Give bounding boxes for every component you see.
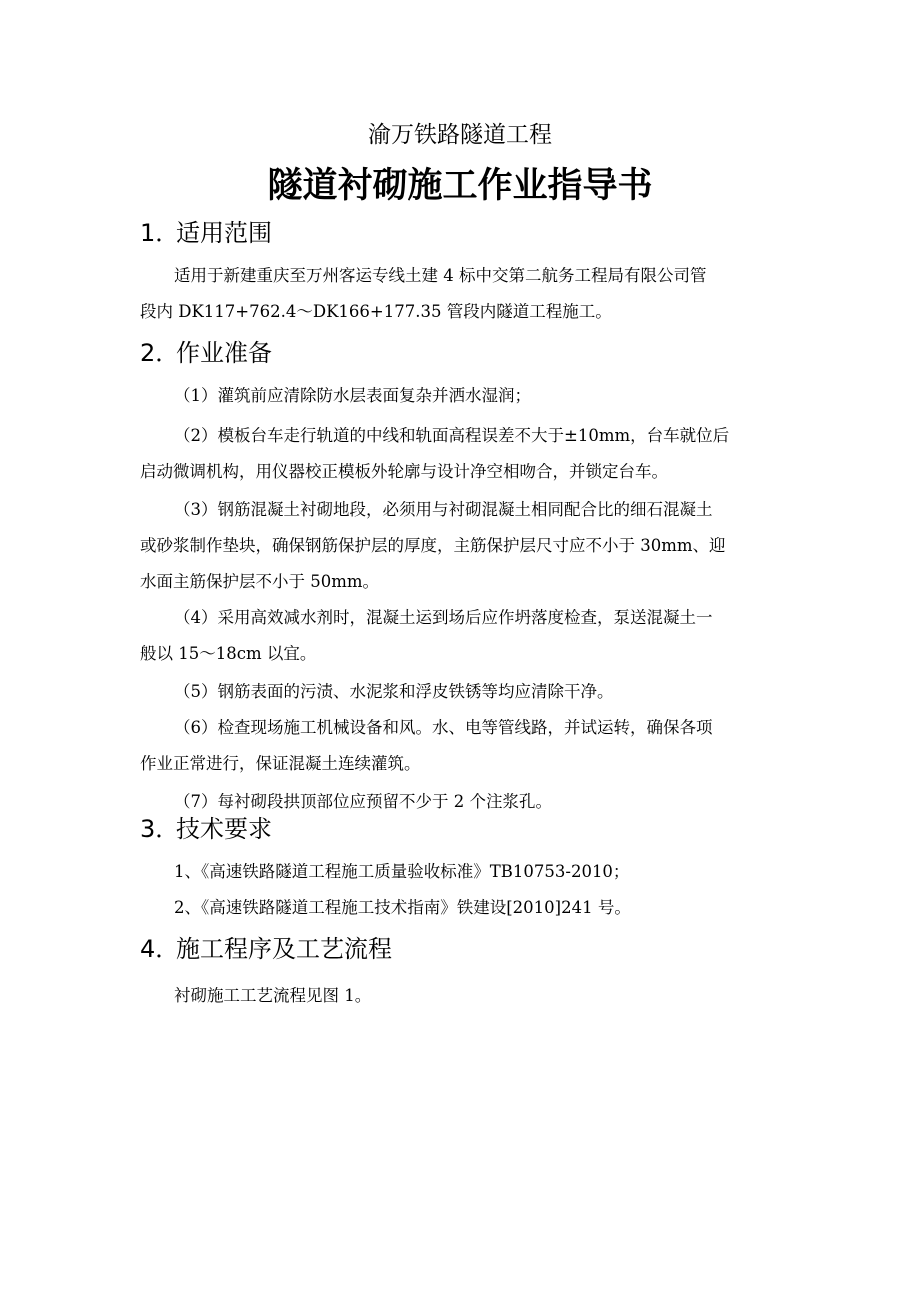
prep-item-5-line: （5）钢筋表面的污渍、水泥浆和浮皮铁锈等均应清除干净。 [174, 682, 614, 701]
prep-item-4-line: 般以 15～18cm 以宜。 [140, 644, 317, 663]
prep-item-2-line: （2）模板台车走行轨道的中线和轨面高程误差不大于±10mm，台车就位后 [174, 426, 730, 445]
prep-item-3-line: （3）钢筋混凝土衬砌地段，必须用与衬砌混凝土相同配合比的细石混凝土 [174, 500, 713, 519]
section-number: 1． [140, 219, 180, 247]
section-number: 4． [140, 935, 180, 963]
prep-item-6-line: 作业正常进行，保证混凝土连续灌筑。 [140, 754, 421, 773]
document-subtitle: 渝万铁路隧道工程 [368, 122, 552, 148]
section-title: 技术要求 [176, 815, 272, 843]
prep-item-7-line: （7）每衬砌段拱顶部位应预留不少于 2 个注浆孔。 [174, 792, 552, 811]
prep-item-4-line: （4）采用高效减水剂时，混凝土运到场后应作坍落度检查，泵送混凝土一 [174, 608, 713, 627]
section-1-line: 适用于新建重庆至万州客运专线土建 4 标中交第二航务工程局有限公司管 [174, 266, 707, 285]
prep-item-1-line: （1）灌筑前应清除防水层表面复杂并洒水湿润； [174, 386, 531, 405]
section-3-heading [140, 812, 272, 846]
prep-item-2-line: 启动微调机构，用仪器校正模板外轮廓与设计净空相吻合，并锁定台车。 [140, 462, 668, 481]
section-title: 作业准备 [176, 339, 272, 367]
section-title: 适用范围 [176, 219, 272, 247]
prep-item-3-line: 或砂浆制作垫块，确保钢筋保护层的厚度，主筋保护层尺寸应不小于 30mm、迎 [140, 536, 726, 555]
section-number: 3． [140, 815, 180, 843]
section-4-heading [140, 932, 392, 966]
prep-item-6-line: （6）检查现场施工机械设备和风。水、电等管线路，并试运转，确保各项 [174, 718, 713, 737]
process-flow-note: 衬砌施工工艺流程见图 1。 [174, 986, 372, 1005]
section-2-heading [140, 336, 272, 370]
section-1-line: 段内 DK117+762.4～DK166+177.35 管段内隧道工程施工。 [140, 302, 612, 321]
tech-requirement-1: 1、《高速铁路隧道工程施工质量验收标准》TB10753-2010； [174, 862, 630, 881]
tech-requirement-2: 2、《高速铁路隧道工程施工技术指南》铁建设[2010]241 号。 [174, 898, 631, 917]
document-title: 隧道衬砌施工作业指导书 [267, 166, 653, 206]
prep-item-3-line: 水面主筋保护层不小于 50mm。 [140, 572, 380, 591]
section-number: 2． [140, 339, 180, 367]
section-1-heading [140, 216, 272, 250]
section-title: 施工程序及工艺流程 [176, 935, 392, 963]
